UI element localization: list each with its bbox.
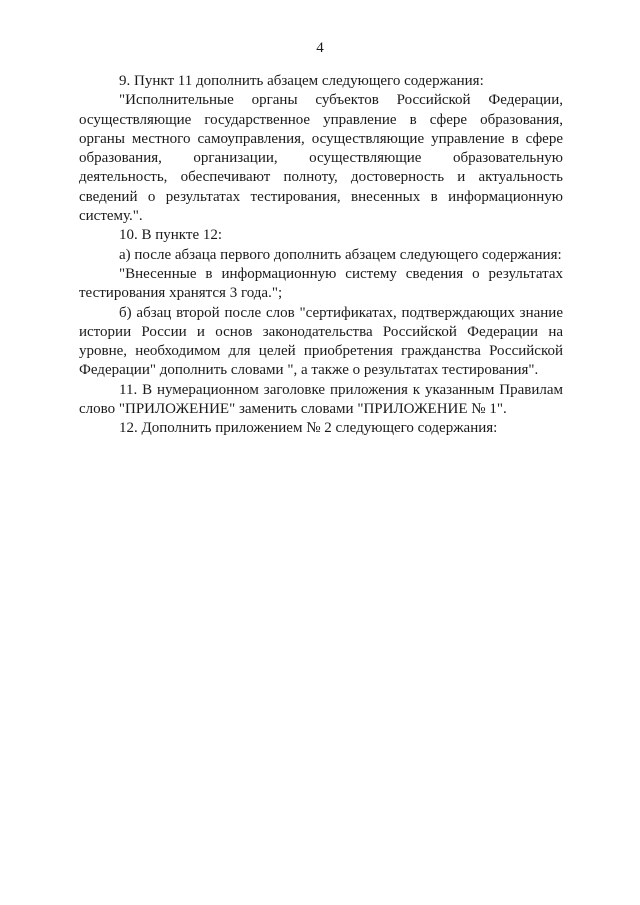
quoted-amendment-text: "Исполнительные органы субъектов Российской Федерации, осуществляющие государственное управление в сфере образования, органы местного самоуправления, осуществляющие управление в сфере образования, организации, осуществляющие образовательную деятельность, обеспечивают полноту, достоверность и актуальность сведений о результатах тестирования, внесенных в информационную систему.". bbox=[79, 92, 563, 225]
document-body bbox=[79, 72, 563, 439]
subitem-b: б) абзац второй после слов "сертификатах, подтверждающих знание истории России и основ законодательства Российской Федерации на уровне, необходимом для целей приобретения гражданства Российской Федерации" дополнить словами ", а также о результатах тестирования". bbox=[79, 304, 563, 379]
paragraph-item-9: 9. Пункт 11 дополнить абзацем следующего содержания: bbox=[119, 73, 484, 89]
paragraph-item-11: 11. В нумерационном заголовке приложения к указанным Правилам слово "ПРИЛОЖЕНИЕ" заменить словами "ПРИЛОЖЕНИЕ № 1". bbox=[79, 381, 563, 418]
paragraph-item-10: 10. В пункте 12: bbox=[119, 227, 223, 244]
subitem-a: а) после абзаца первого дополнить абзацем следующего содержания: bbox=[119, 246, 562, 263]
page-number: 4 bbox=[316, 40, 324, 56]
paragraph-item-12: 12. Дополнить приложением № 2 следующего содержания: bbox=[119, 420, 498, 437]
quoted-storage-text: "Внесенные в информационную систему сведения о результатах тестирования хранятся 3 года."; bbox=[79, 265, 563, 302]
